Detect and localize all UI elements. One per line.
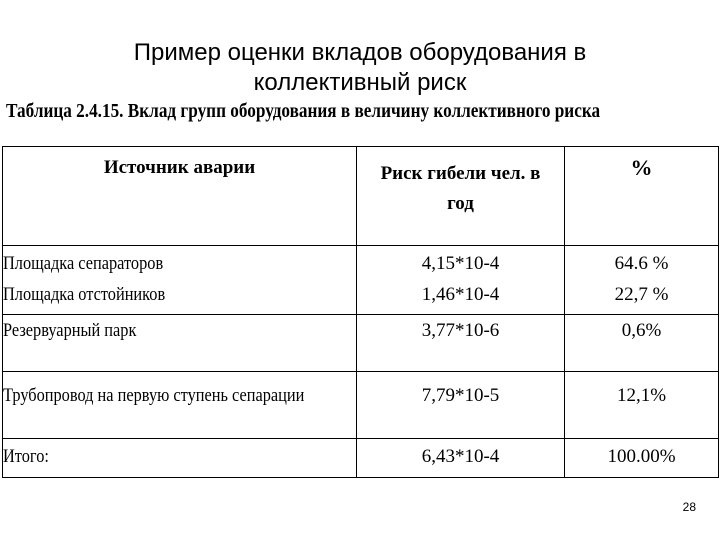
percent-total: 100.00%: [607, 446, 676, 467]
cell-source: [3, 372, 357, 439]
risk-tank-farm: 3,77*10-6: [421, 320, 500, 341]
risk-separators: 4,15*10-4: [421, 253, 500, 274]
cell-source: [3, 315, 357, 372]
source-tank-farm: Резервуарный парк: [3, 320, 137, 341]
cell-percent: [565, 439, 719, 478]
risk-total: 6,43*10-4: [421, 446, 500, 467]
cell-risk: [357, 315, 565, 372]
cell-source: [3, 439, 357, 478]
cell-percent: [565, 315, 719, 372]
table-row-total: [3, 439, 719, 478]
percent-separators: 64.6 %: [614, 253, 669, 274]
header-risk-line-2: год: [447, 193, 474, 214]
source-separators: Площадка сепараторов: [3, 253, 164, 274]
risk-settlers: 1,46*10-4: [421, 284, 500, 305]
cell-percent: [565, 372, 719, 439]
cell-risk: [357, 439, 565, 478]
table-row: [3, 372, 719, 439]
header-percent-label: %: [630, 155, 653, 180]
table-header-row: [3, 147, 719, 246]
page-number: 28: [682, 500, 696, 514]
source-settlers: Площадка отстойников: [3, 284, 166, 305]
header-risk-line-1: Риск гибели чел. в: [380, 163, 541, 184]
header-cell-risk: [357, 147, 565, 246]
percent-tank-farm: 0,6%: [621, 320, 662, 341]
slide-title-line-1: Пример оценки вкладов оборудования в: [133, 39, 587, 66]
header-cell-percent: [565, 147, 719, 246]
table-caption: Таблица 2.4.15. Вклад групп оборудования в величину коллективного риска: [6, 100, 601, 122]
percent-settlers: 22,7 %: [614, 284, 669, 305]
slide-title: [60, 38, 660, 98]
cell-percent: [565, 246, 719, 315]
risk-pipeline: 7,79*10-5: [421, 385, 500, 406]
risk-contribution-table: [2, 146, 719, 478]
source-pipeline: Трубопровод на первую ступень сепарации: [3, 385, 305, 406]
cell-source: [3, 246, 357, 315]
cell-risk: [357, 372, 565, 439]
header-source-label: Источник аварии: [103, 157, 256, 178]
table-row: [3, 315, 719, 372]
header-cell-source: [3, 147, 357, 246]
slide-title-line-2: коллективный риск: [253, 69, 467, 96]
source-total: Итого:: [3, 446, 49, 467]
table-row: [3, 246, 719, 315]
cell-risk: [357, 246, 565, 315]
percent-pipeline: 12,1%: [616, 385, 667, 406]
